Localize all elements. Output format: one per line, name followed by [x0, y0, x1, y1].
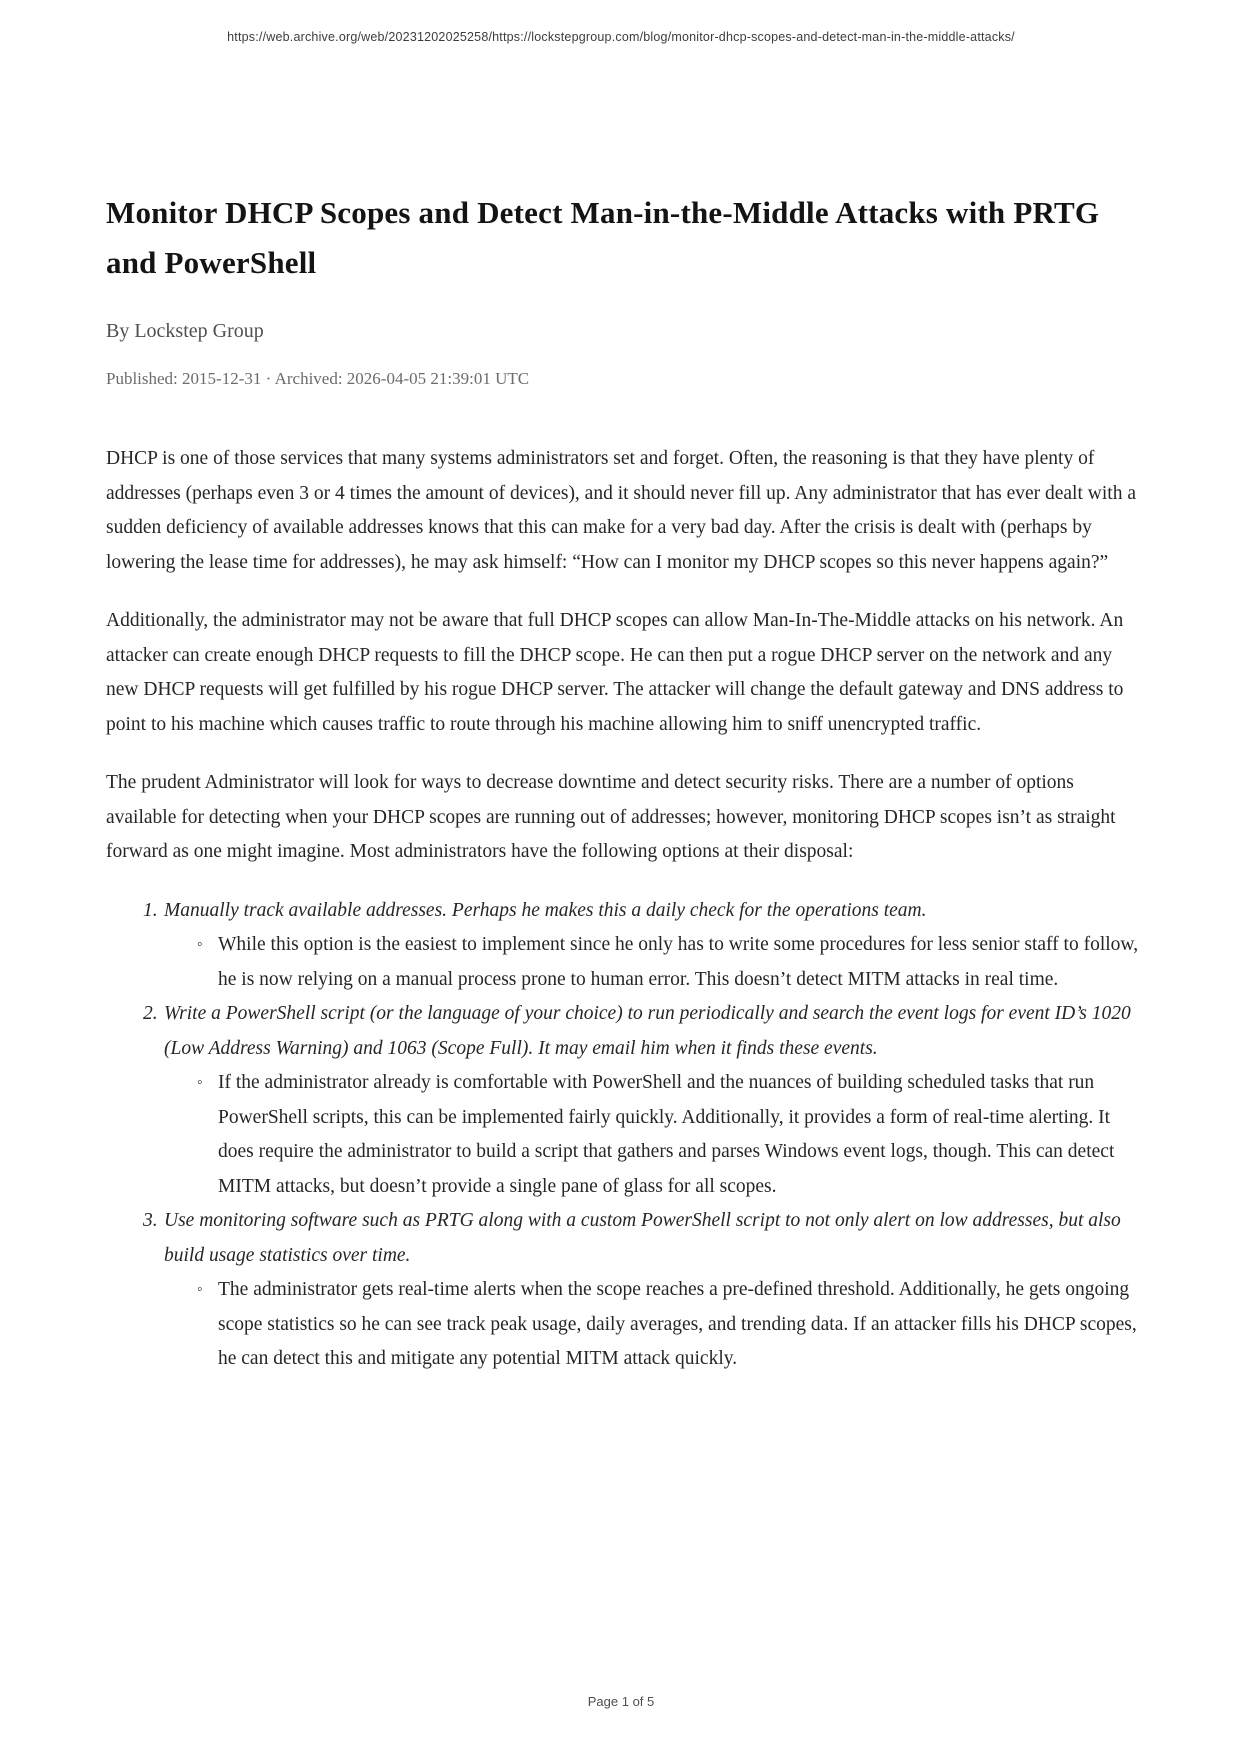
publish-meta: Published: 2015-12-31 · Archived: 2026-04-05 21:39:01 UTC	[106, 369, 530, 388]
list-item-text: Use monitoring software such as PRTG along with a custom PowerShell script to not only alert on low addresses, but also build usage statistics over time.	[164, 1210, 1121, 1266]
list-item-number: 2.	[143, 1003, 158, 1024]
page-title: Monitor DHCP Scopes and Detect Man-in-the-Middle Attacks with PRTG and PowerShell	[106, 195, 1100, 280]
list-item	[143, 894, 1139, 998]
paragraph: Additionally, the administrator may not be aware that full DHCP scopes can allow Man-In-The-Middle attacks on his network. An attacker can create enough DHCP requests to fill the DHCP scope. He can then put a rogue DHCP server on the network and any new DHCP requests will get fulfilled by his rogue DHCP server. The attacker will change the default gateway and DNS address to point to his machine which causes traffic to route through his machine allowing him to sniff unencrypted traffic.	[106, 610, 1124, 735]
list-item-body	[164, 997, 1139, 1204]
archive-url: https://web.archive.org/web/20231202025258/https://lockstepgroup.com/blog/monitor-dhcp-scopes-and-detect-man-in-the-middle-attacks/	[227, 30, 1015, 44]
sub-list-item	[197, 928, 1139, 997]
circle-bullet-icon: ◦	[197, 936, 203, 953]
byline: By Lockstep Group	[106, 320, 264, 342]
list-item-number: 1.	[143, 899, 158, 921]
sub-list-item	[197, 1273, 1139, 1377]
sub-list-item-text: If the administrator already is comfortable with PowerShell and the nuances of building scheduled tasks that run PowerShell scripts, this can be implemented fairly quickly. Additionally, it provides a form of real-time alerting. It does require the administrator to build a script that gathers and parses Windows event logs, though. This can detect MITM attacks, but doesn’t provide a single pane of glass for all scopes.	[218, 1072, 1115, 1197]
sub-list-item-text: While this option is the easiest to implement since he only has to write some procedures for less senior staff to follow, he is now relying on a manual process prone to human error. This doesn’t detect MITM attacks in real time.	[218, 934, 1139, 990]
page-number: Page 1 of 5	[587, 1694, 655, 1709]
paragraph: DHCP is one of those services that many systems administrators set and forget. Often, the reasoning is that they have plenty of addresses (perhaps even 3 or 4 times the amount of devices), and it should never fill up. Any administrator that has ever dealt with a sudden deficiency of available addresses knows that this can make for a very bad day. After the crisis is dealt with (perhaps by lowering the lease time for addresses), he may ask himself: “How can I monitor my DHCP scopes so this never happens again?”	[106, 448, 1136, 573]
sub-list-item	[197, 1066, 1139, 1204]
circle-bullet-icon: ◦	[197, 1281, 203, 1298]
options-list	[106, 894, 1139, 1377]
list-item-text: Manually track available addresses. Perhaps he makes this a daily check for the operations team.	[164, 899, 927, 921]
article	[106, 188, 1139, 1377]
paragraph: The prudent Administrator will look for ways to decrease downtime and detect security risks. There are a number of options available for detecting when your DHCP scopes are running out of addresses; however, monitoring DHCP scopes isn’t as straight forward as one might imagine. Most administrators have the following options at their disposal:	[106, 772, 1116, 862]
sub-list-item-text: The administrator gets real-time alerts when the scope reaches a pre-defined threshold. Additionally, he gets ongoing scope statistics so he can see track peak usage, daily averages, and trending data. If an attacker fills his DHCP scopes, he can detect this and mitigate any potential MITM attack quickly.	[218, 1279, 1137, 1369]
list-item-number: 3.	[143, 1210, 158, 1231]
page-footer	[0, 1694, 1242, 1709]
list-item	[143, 997, 1139, 1204]
circle-bullet-icon: ◦	[197, 1074, 203, 1091]
list-item-body	[164, 1204, 1139, 1377]
list-item-text: Write a PowerShell script (or the language of your choice) to run periodically and search the event logs for event ID’s 1020 (Low Address Warning) and 1063 (Scope Full). It may email him when it finds these events.	[164, 1003, 1131, 1059]
list-item	[143, 1204, 1139, 1377]
list-item-body	[164, 894, 1139, 998]
page-header	[0, 30, 1242, 44]
